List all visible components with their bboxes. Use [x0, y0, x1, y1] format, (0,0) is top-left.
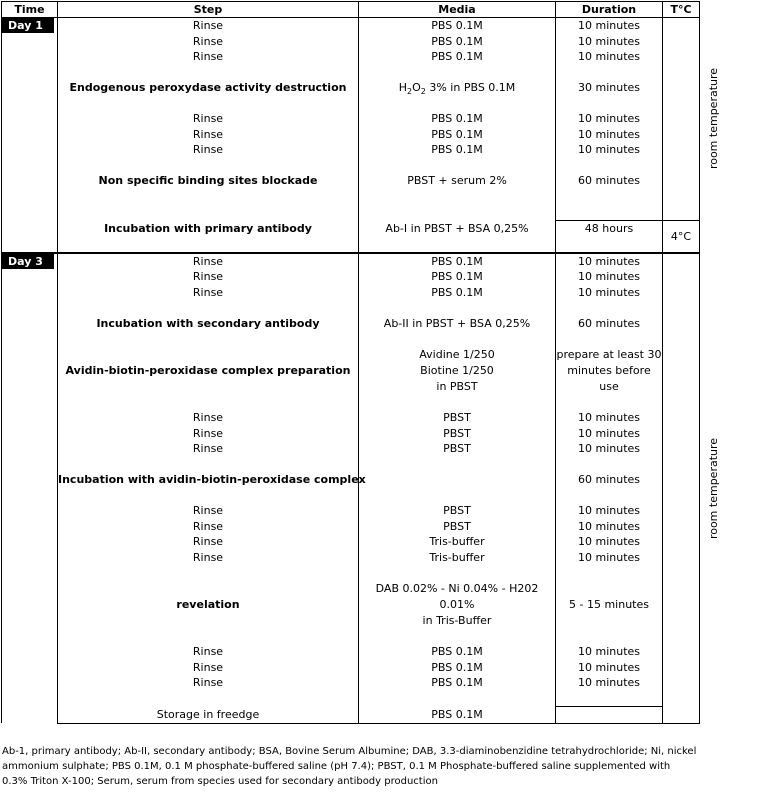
table-row	[2, 457, 700, 473]
duration-cell: 10 minutes	[556, 111, 663, 127]
duration-cell: 60 minutes	[556, 316, 663, 332]
media-cell: PBS 0.1M	[359, 644, 556, 660]
table-row	[2, 503, 700, 519]
table-row	[2, 269, 700, 285]
table-row	[2, 519, 700, 535]
table-row	[2, 488, 700, 504]
step-cell: Non specific binding sites blockade	[58, 173, 359, 189]
media-cell: PBST	[359, 519, 556, 535]
day3-badge: Day 3	[2, 254, 54, 269]
table-row	[2, 285, 700, 301]
table-row	[2, 173, 700, 189]
table-row	[2, 80, 700, 96]
table-row	[2, 253, 700, 270]
duration-cell: 30 minutes	[556, 80, 663, 96]
duration-cell: 10 minutes	[556, 269, 663, 285]
step-cell: Rinse	[58, 675, 359, 691]
table-row	[2, 550, 700, 566]
table-row	[2, 49, 700, 65]
step-cell: Rinse	[58, 34, 359, 50]
table-row	[2, 644, 700, 660]
step-cell: Rinse	[58, 519, 359, 535]
footnote: Ab-1, primary antibody; Ab-II, secondary antibody; BSA, Bovine Serum Albumine; DAB, 3.3-diaminobenzidine tetrahydrochloride; Ni, nickel ammonium sulphate; PBS 0.1M, 0.1 M phosphate-buffered saline (pH 7.4); PBST, 0.1 M Phosphate-buffered saline supplemented with 0.3% Triton X-100; Serum, serum from species used for secondary antibody production	[2, 746, 697, 787]
step-cell: Rinse	[58, 426, 359, 442]
day1-temp-cold: 4°C	[663, 220, 700, 253]
duration-cell: 10 minutes	[556, 550, 663, 566]
day3-cell	[2, 253, 58, 724]
media-cell: Ab-II in PBST + BSA 0,25%	[359, 316, 556, 332]
media-cell: PBS 0.1M	[359, 707, 556, 724]
table-row	[2, 410, 700, 426]
duration-cell: 10 minutes	[556, 142, 663, 158]
header-duration: Duration	[556, 2, 663, 18]
media-cell: PBST + serum 2%	[359, 173, 556, 189]
table-row	[2, 472, 700, 488]
media-cell: Avidine 1/250 Biotine 1/250 in PBST	[359, 347, 556, 395]
step-cell: Rinse	[58, 660, 359, 676]
step-cell: Rinse	[58, 441, 359, 457]
day3-temp-room: room temperature	[663, 253, 700, 724]
table-row	[2, 707, 700, 724]
media-cell: Ab-I in PBST + BSA 0,25%	[359, 220, 556, 236]
media-cell: PBS 0.1M	[359, 675, 556, 691]
duration-cell: 10 minutes	[556, 253, 663, 270]
step-cell: Rinse	[58, 644, 359, 660]
media-cell: PBS 0.1M	[359, 269, 556, 285]
step-cell: Avidin-biotin-peroxidase complex preparation	[58, 347, 359, 395]
duration-cell: 60 minutes	[556, 472, 663, 488]
table-row	[2, 65, 700, 81]
duration-cell: 10 minutes	[556, 675, 663, 691]
table-row	[2, 300, 700, 316]
step-cell: Storage in freedge	[58, 707, 359, 724]
media-cell: PBS 0.1M	[359, 111, 556, 127]
duration-cell: 10 minutes	[556, 534, 663, 550]
header-step: Step	[58, 2, 359, 18]
duration-cell: 10 minutes	[556, 34, 663, 50]
table-row	[2, 534, 700, 550]
duration-cell	[556, 707, 663, 724]
step-cell: Rinse	[58, 534, 359, 550]
table-row	[2, 395, 700, 411]
step-cell: Rinse	[58, 550, 359, 566]
media-cell: DAB 0.02% - Ni 0.04% - H202 0.01% in Tris-Buffer	[359, 581, 556, 629]
table-row	[2, 158, 700, 174]
day1-badge: Day 1	[2, 18, 54, 33]
step-cell: Endogenous peroxydase activity destruction	[58, 80, 359, 96]
step-cell: Incubation with secondary antibody	[58, 316, 359, 332]
table-row	[2, 660, 700, 676]
table-row	[2, 204, 700, 220]
table-row	[2, 96, 700, 112]
duration-cell: 10 minutes	[556, 519, 663, 535]
table-row	[2, 675, 700, 691]
duration-cell: 10 minutes	[556, 49, 663, 65]
header-time: Time	[2, 2, 58, 18]
table-row	[2, 331, 700, 347]
media-cell: Tris-buffer	[359, 534, 556, 550]
duration-cell: prepare at least 30 minutes before use	[556, 347, 662, 393]
media-cell: PBST	[359, 503, 556, 519]
duration-cell: 10 minutes	[556, 18, 663, 34]
table-row	[2, 565, 700, 581]
media-cell: PBST	[359, 441, 556, 457]
duration-cell: 10 minutes	[556, 285, 663, 301]
media-cell: PBS 0.1M	[359, 253, 556, 270]
step-cell: Incubation with avidin-biotin-peroxidase complex	[58, 473, 366, 487]
step-cell: Rinse	[58, 49, 359, 65]
table-row	[2, 316, 700, 332]
step-cell: Rinse	[58, 111, 359, 127]
duration-cell: 10 minutes	[556, 503, 663, 519]
media-cell: PBS 0.1M	[359, 660, 556, 676]
media-cell: PBST	[359, 410, 556, 426]
media-cell	[359, 472, 556, 488]
step-cell: revelation	[58, 581, 359, 629]
table-row	[2, 111, 700, 127]
step-cell: Rinse	[58, 285, 359, 301]
duration-cell: 10 minutes	[556, 127, 663, 143]
table-row	[2, 691, 700, 707]
duration-cell: 10 minutes	[556, 660, 663, 676]
day1-cell	[2, 18, 58, 253]
table-row	[2, 629, 700, 645]
media-cell: PBS 0.1M	[359, 127, 556, 143]
media-cell: PBS 0.1M	[359, 49, 556, 65]
step-cell: Rinse	[58, 503, 359, 519]
duration-cell: 10 minutes	[556, 426, 663, 442]
media-cell: $H_2O_2$ 3% in PBS 0.1M	[359, 80, 556, 96]
step-cell: Rinse	[58, 142, 359, 158]
media-cell: PBS 0.1M	[359, 285, 556, 301]
step-cell: Rinse	[58, 410, 359, 426]
table-row	[2, 426, 700, 442]
duration-cell: 10 minutes	[556, 441, 663, 457]
step-cell: Rinse	[58, 127, 359, 143]
table-row	[2, 18, 700, 34]
duration-cell: 5 - 15 minutes	[556, 581, 663, 629]
duration-cell: 10 minutes	[556, 644, 663, 660]
table-row	[2, 34, 700, 50]
duration-cell: 10 minutes	[556, 410, 663, 426]
step-cell: Incubation with primary antibody	[58, 220, 359, 236]
media-cell: PBST	[359, 426, 556, 442]
media-cell: PBS 0.1M	[359, 34, 556, 50]
media-cell: Tris-buffer	[359, 550, 556, 566]
step-cell: Rinse	[58, 269, 359, 285]
table-row	[2, 236, 700, 253]
header-row	[2, 2, 700, 18]
table-row	[2, 127, 700, 143]
header-temp: T°C	[663, 2, 700, 18]
duration-cell: 60 minutes	[556, 173, 663, 189]
step-cell: Rinse	[58, 18, 359, 34]
table-row	[2, 441, 700, 457]
table-row	[2, 142, 700, 158]
table-row	[2, 189, 700, 205]
duration-cell: 48 hours	[556, 220, 663, 236]
media-cell: PBS 0.1M	[359, 142, 556, 158]
day1-temp-room: room temperature	[663, 18, 700, 221]
protocol-table	[1, 1, 721, 724]
step-cell: Rinse	[58, 253, 359, 270]
media-cell: PBS 0.1M	[359, 18, 556, 34]
header-media: Media	[359, 2, 556, 18]
